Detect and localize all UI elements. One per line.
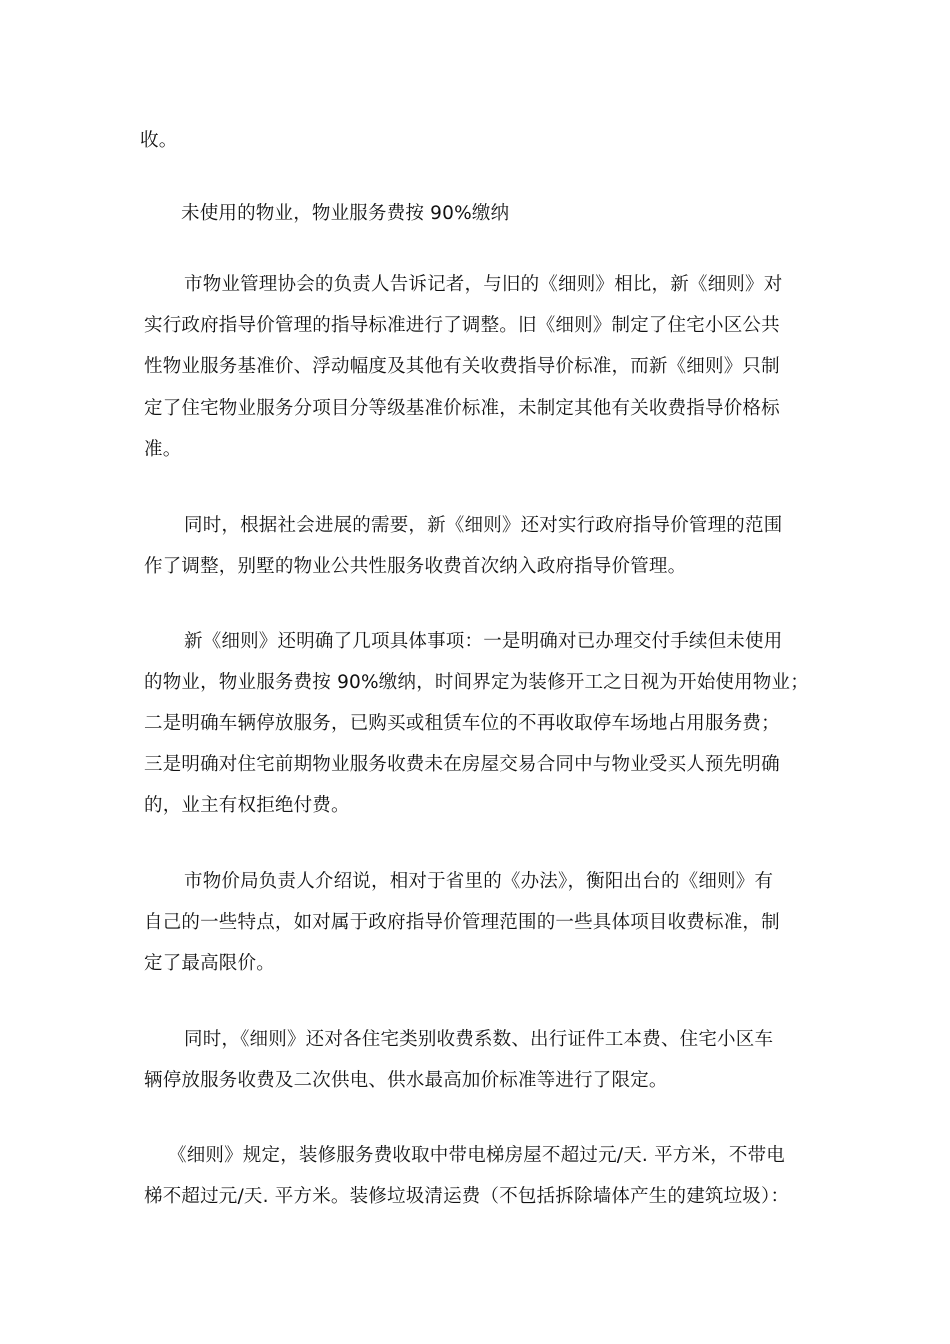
text-line: 的物业，物业服务费按 90%缴纳，时间界定为装修开工之日视为开始使用物业； (144, 672, 809, 693)
text-line: 作了调整，别墅的物业公共性服务收费首次纳入政府指导价管理。 (144, 556, 687, 577)
text-line: 同时，《细则》还对各住宅类别收费系数、出行证件工本费、住宅小区车 (184, 1029, 774, 1050)
text-line: 的，业主有权拒绝付费。 (144, 795, 350, 816)
text-line: 梯不超过元/天. 平方米。装修垃圾清运费（不包括拆除墙体产生的建筑垃圾）： (144, 1186, 790, 1207)
text-line: 定了住宅物业服务分项目分等级基准价标准，未制定其他有关收费指导价格标 (144, 398, 780, 419)
text-line: 《细则》规定，装修服务费收取中带电梯房屋不超过元/天. 平方米，不带电 (168, 1145, 785, 1166)
subheading-line: 未使用的物业，物业服务费按 90%缴纳 (181, 203, 510, 224)
text-line: 新《细则》还明确了几项具体事项：一是明确对已办理交付手续但未使用 (184, 631, 783, 652)
text-line: 同时，根据社会进展的需要，新《细则》还对实行政府指导价管理的范围 (184, 515, 783, 536)
text-line: 性物业服务基准价、浮动幅度及其他有关收费指导价标准，而新《细则》只制 (144, 356, 780, 377)
text-line: 实行政府指导价管理的指导标准进行了调整。旧《细则》制定了住宅小区公共 (144, 315, 780, 336)
text-line: 三是明确对住宅前期物业服务收费未在房屋交易合同中与物业受买人预先明确 (144, 754, 780, 775)
text-line: 定了最高限价。 (144, 953, 275, 974)
text-line: 自己的一些特点，如对属于政府指导价管理范围的一些具体项目收费标准，制 (144, 912, 780, 933)
text-line: 二是明确车辆停放服务，已购买或租赁车位的不再收取停车场地占用服务费； (144, 713, 780, 734)
text-line: 市物业管理协会的负责人告诉记者，与旧的《细则》相比，新《细则》对 (184, 274, 783, 295)
text-line: 准。 (144, 439, 182, 460)
text-line: 收。 (140, 130, 178, 151)
text-line: 市物价局负责人介绍说，相对于省里的《办法》，衡阳出台的《细则》有 (184, 871, 774, 892)
text-line: 辆停放服务收费及二次供电、供水最高加价标准等进行了限定。 (144, 1070, 668, 1091)
